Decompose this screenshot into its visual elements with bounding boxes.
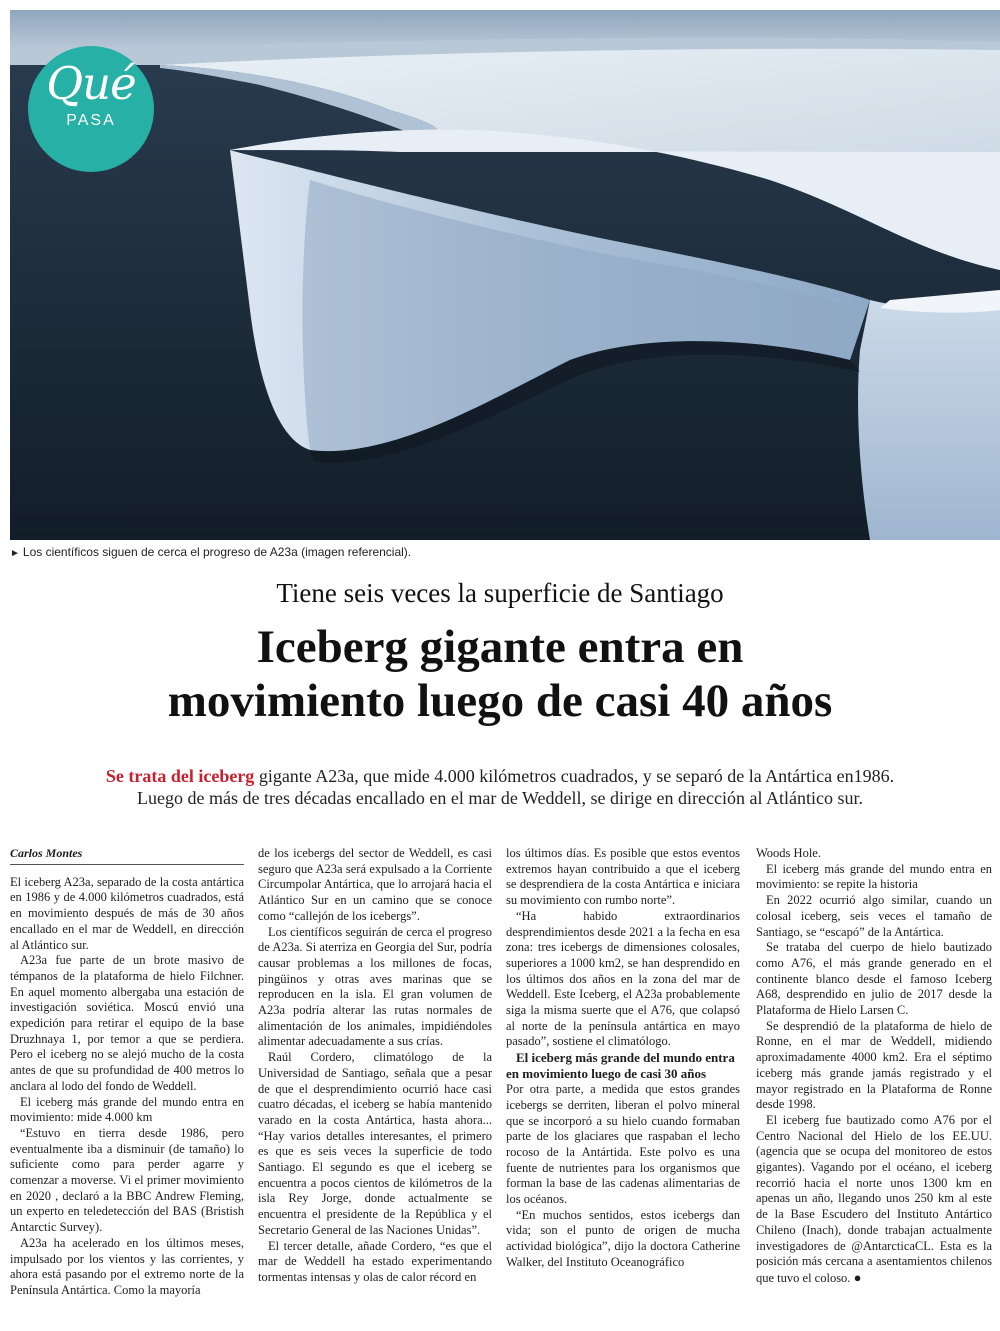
badge-word-pasa: PASA	[66, 112, 116, 129]
paragraph: los últimos días. Es posible que estos eventos extremos hayan contribuido a que el iceberg se desprendiera de la costa Antártica e iniciara su movimiento con rumbo norte”.	[506, 846, 740, 908]
lead-paragraph	[0, 765, 1000, 809]
paragraph: El tercer detalle, añade Cordero, “es que el mar de Weddell ha estado experimentando tormentas intensas y olas de calor récord en	[258, 1238, 492, 1284]
paragraph-text: El iceberg fue bautizado como A76 por el Centro Nacional del Hielo de los EE.UU. (agencia que se ocupa del monitoreo de estos gigantes). Vagando por el océano, el iceberg recorrió hacia el norte unos 1300 km en apenas un año, llegando unos 250 km al este de la Base Escudero del Instituto Antártico Chileno (Inach), donde trabajan actualmente investigadores de @AntarcticaCL. Esta es la posición más cercana a asentamientos chilenos que tuvo el coloso.	[756, 1112, 992, 1285]
iceberg-photo	[10, 10, 1000, 540]
kicker: Tiene seis veces la superficie de Santiago	[276, 578, 724, 608]
paragraph: Raúl Cordero, climatólogo de la Universidad de Santiago, señala que a pesar de que el desprendimiento ocurrió hace casi cuatro décadas, el iceberg se había mantenido varado en la costa Antártica, hasta ahora... “Hay varios detalles interesantes, el primero es que es seis veces la superficie de todo Santiago. El segundo es que el iceberg se encuentra a pocos cientos de kilómetros de la isla Rey Jorge, donde actualmente se encuentra el presidente de la República y el Secretario General de las Naciones Unidas”.	[258, 1050, 492, 1237]
paragraph: Se trataba del cuerpo de hielo bautizado como A76, el más grande generado en el continente blanco desde el famoso Iceberg A68, desprendido en julio de 2017 desde la Plataforma de Hielo Larsen C.	[756, 940, 992, 1018]
paragraph: En 2022 ocurrió algo similar, cuando un colosal iceberg, seis veces el tamaño de Santiago, se “escapó” de la Antártica.	[756, 893, 992, 939]
paragraph: El iceberg más grande del mundo entra en movimiento: mide 4.000 km	[10, 1094, 244, 1125]
headline	[0, 620, 1000, 728]
paragraph	[756, 1113, 992, 1287]
section-subhead: El iceberg más grande del mundo entra en movimiento luego de casi 30 años	[506, 1050, 735, 1082]
paragraph: “En muchos sentidos, estos icebergs dan vida; son el punto de origen de mucha actividad biológica”, dijo la doctora Catherine Walker, del Instituto Oceanográfico	[506, 1207, 740, 1269]
headline-line-2: movimiento luego de casi 40 años	[167, 675, 833, 727]
article-column-1	[10, 846, 244, 1299]
paragraph: “Ha habido extraordinarios desprendimientos desde 2021 a la fecha en esa zona: tres icebergs de dimensiones colosales, superiores a 1000 km2, se han desprendido en los últimos dos años en la zona del mar de Weddell. Este Iceberg, el A23a probablemente siga la misma suerte que el A76, que colapsó al norte de la península antártica en mayo pasado”, sostiene el climatólogo.	[506, 908, 740, 1049]
paragraph: Los científicos seguirán de cerca el progreso de A23a. Si aterriza en Georgia del Sur, podría causar problemas a los millones de focas, pingüinos y otras aves marinas que se reproducen en la isla. El gran volumen de A23a podría alterar las rutas normales de alimentación de los animales, impidiéndoles alimentar adecuadamente a sus crías.	[258, 924, 492, 1049]
article-column-4	[756, 846, 992, 1287]
paragraph: Se desprendió de la plataforma de hielo de Ronne, en el mar de Weddell, midiendo aproximadamente 4000 km2. Era el séptimo iceberg más grande jamás registrado y el mayor registrado en la Plataforma de Ronne desde 1998.	[756, 1018, 992, 1112]
caption-text: Los científicos siguen de cerca el progreso de A23a (imagen referencial).	[22, 545, 412, 559]
paragraph: “Estuvo en tierra desde 1986, pero eventualmente iba a disminuir (de tamaño) lo suficiente como para perder agarre y comenzar a moverse. Vi el primer movimiento en 2020 , declaró a la BBC Andrew Fleming, un experto en teledetección del BAS (Bristish Antarctic Survey).	[10, 1125, 244, 1235]
paragraph: El iceberg más grande del mundo entra en movimiento: se repite la historia	[756, 861, 992, 892]
paragraph: A23a ha acelerado en los últimos meses, impulsado por los vientos y las corrientes, y ahora está pasando por el extremo norte de la Península Antártica. Como la mayoría	[10, 1235, 244, 1297]
paragraph: Woods Hole.	[756, 846, 821, 860]
badge-word-que: Qué	[46, 57, 136, 110]
paragraph: A23a fue parte de un brote masivo de témpanos de la plataforma de hielo Filchner. En aquel momento albergaba una estación de investigación soviética. Moscú envió una expedición para retirar el equipo de la base Druzhnaya 1, por temor a que se perdiera. Pero el iceberg no se alejó mucho de la costa antes de que su profundidad de 400 metros lo anclara al lodo del fondo de Weddell.	[10, 953, 244, 1093]
paragraph: de los icebergs del sector de Weddell, es casi seguro que A23a será expulsado a la Corriente Circumpolar Antártica, que lo arrojará hacia el Atlántico Sur en un camino que se conoce como “callejón de los icebergs”.	[258, 846, 492, 923]
headline-line-1: Iceberg gigante entra en	[256, 621, 744, 673]
que-pasa-badge	[28, 46, 154, 172]
byline: Carlos Montes	[10, 846, 244, 865]
lead-line-2: Luego de más de tres décadas encallado en el mar de Weddell, se dirige en dirección al Atlántico sur.	[137, 788, 863, 808]
article-column-2	[258, 846, 492, 1286]
paragraph: Por otra parte, a medida que estos grandes icebergs se derriten, liberan el polvo mineral que se incorporó a su hielo cuando formaban parte de los glaciares que raspaban el lecho rocoso de la Antártida. Este polvo es una fuente de nutrientes para los organismos que forman la base de las cadenas alimentarias de los océanos.	[506, 1082, 740, 1207]
photo-caption	[10, 545, 411, 559]
article-column-3	[506, 846, 740, 1271]
paragraph: El iceberg A23a, separado de la costa antártica en 1986 y de 4.000 kilómetros cuadrados, está en movimiento después de más de 30 años encallado en el mar de Weddell, en dirección al Atlántico sur.	[10, 874, 244, 952]
lead-line-1-rest: gigante A23a, que mide 4.000 kilómetros cuadrados, y se separó de la Antártica en1986.	[254, 766, 895, 786]
caption-marker-icon: ►	[10, 548, 20, 559]
lead-line-1	[0, 765, 1000, 787]
iceberg-illustration	[10, 10, 1000, 540]
lead-highlight: Se trata del iceberg	[105, 766, 255, 786]
end-mark-icon: ●	[853, 1269, 862, 1285]
